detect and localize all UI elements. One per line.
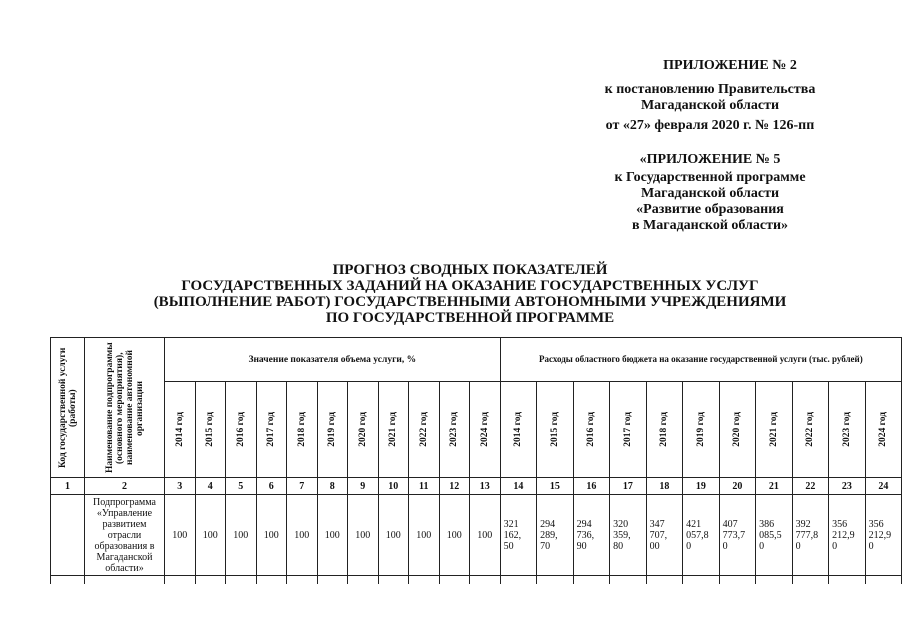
column-number: 13: [470, 478, 501, 495]
expense-value: 294 289, 70: [537, 495, 574, 576]
appendix-line-3: от «27» февраля 2020 г. № 126-пп: [605, 118, 815, 133]
header-expenses-year: 2019 год: [683, 382, 720, 478]
column-number: 2: [85, 478, 165, 495]
expense-value: 421 057,8 0: [683, 495, 720, 576]
program-appendix-line-3: «Развитие образования: [636, 202, 784, 217]
header-volume-year: 2015 год: [195, 382, 226, 478]
volume-value: 100: [195, 495, 226, 576]
column-number: 24: [865, 478, 902, 495]
column-number: 16: [573, 478, 610, 495]
header-volume-year: 2019 год: [317, 382, 348, 478]
header-volume-year: 2017 год: [256, 382, 287, 478]
column-number: 4: [195, 478, 226, 495]
document-title-line-1: ПРОГНОЗ СВОДНЫХ ПОКАЗАТЕЛЕЙ: [332, 262, 608, 278]
document-title-line-4: ПО ГОСУДАРСТВЕННОЙ ПРОГРАММЕ: [325, 310, 615, 326]
expense-value: 320 359, 80: [610, 495, 647, 576]
volume-value: 100: [348, 495, 379, 576]
header-volume-year: 2016 год: [226, 382, 257, 478]
header-volume-year: 2014 год: [165, 382, 196, 478]
header-volume-year: 2020 год: [348, 382, 379, 478]
column-number: 3: [165, 478, 196, 495]
column-number: 23: [829, 478, 866, 495]
column-number: 5: [226, 478, 257, 495]
header-code: Код государственной услуги (работы): [51, 338, 85, 478]
column-number: 19: [683, 478, 720, 495]
column-number: 1: [51, 478, 85, 495]
header-volume-year: 2021 год: [378, 382, 409, 478]
header-expenses-year: 2017 год: [610, 382, 647, 478]
expense-value: 294 736, 90: [573, 495, 610, 576]
volume-value: 100: [256, 495, 287, 576]
table-tail: [51, 576, 902, 585]
row-name: Подпрограмма «Управление развитием отрасли образования в Магаданской области»: [85, 495, 165, 576]
volume-value: 100: [439, 495, 470, 576]
column-number: 17: [610, 478, 647, 495]
header-volume-group: Значение показателя объема услуги, %: [165, 338, 501, 382]
column-numbering-row: [51, 478, 902, 495]
expense-value: 392 777,8 0: [792, 495, 829, 576]
column-number: 21: [756, 478, 793, 495]
column-number: 14: [500, 478, 537, 495]
header-expenses-year: 2016 год: [573, 382, 610, 478]
header-expenses-group: Расходы областного бюджета на оказание государственной услуги (тыс. рублей): [500, 338, 902, 382]
volume-value: 100: [470, 495, 501, 576]
column-number: 22: [792, 478, 829, 495]
volume-value: 100: [378, 495, 409, 576]
appendix-line-1: к постановлению Правительства: [604, 82, 816, 97]
volume-value: 100: [409, 495, 440, 576]
program-appendix-line-4: в Магаданской области»: [631, 218, 789, 233]
column-number: 20: [719, 478, 756, 495]
header-expenses-year: 2021 год: [756, 382, 793, 478]
volume-value: 100: [317, 495, 348, 576]
header-expenses-year: 2024 год: [865, 382, 902, 478]
column-number: 9: [348, 478, 379, 495]
header-expenses-year: 2014 год: [500, 382, 537, 478]
row-code: [51, 495, 85, 576]
column-number: 12: [439, 478, 470, 495]
column-number: 6: [256, 478, 287, 495]
volume-value: 100: [287, 495, 318, 576]
expense-value: 321 162, 50: [500, 495, 537, 576]
header-expenses-year: 2022 год: [792, 382, 829, 478]
expense-value: 407 773,7 0: [719, 495, 756, 576]
forecast-table: [50, 337, 902, 584]
header-expenses-year: 2023 год: [829, 382, 866, 478]
header-name: Наименование подпрограммы (основного мероприятия), наименование автономной организации: [85, 338, 165, 478]
column-number: 15: [537, 478, 574, 495]
header-volume-year: 2022 год: [409, 382, 440, 478]
column-number: 8: [317, 478, 348, 495]
program-appendix-line-1: к Государственной программе: [614, 170, 806, 185]
expense-value: 386 085,5 0: [756, 495, 793, 576]
header-row-years: [51, 382, 902, 478]
header-volume-year: 2018 год: [287, 382, 318, 478]
expense-value: 356 212,9 0: [865, 495, 902, 576]
document-title-line-3: (ВЫПОЛНЕНИЕ РАБОТ) ГОСУДАРСТВЕННЫМИ АВТОНОМНЫМИ УЧРЕЖДЕНИЯМИ: [153, 294, 787, 310]
header-row-groups: [51, 338, 902, 382]
volume-value: 100: [226, 495, 257, 576]
column-number: 10: [378, 478, 409, 495]
header-volume-year: 2023 год: [439, 382, 470, 478]
header-expenses-year: 2018 год: [646, 382, 683, 478]
appendix-title: ПРИЛОЖЕНИЕ № 2: [663, 58, 797, 73]
header-expenses-year: 2015 год: [537, 382, 574, 478]
column-number: 7: [287, 478, 318, 495]
document-title-line-2: ГОСУДАРСТВЕННЫХ ЗАДАНИЙ НА ОКАЗАНИЕ ГОСУДАРСТВЕННЫХ УСЛУГ: [181, 278, 759, 294]
expense-value: 347 707, 00: [646, 495, 683, 576]
header-volume-year: 2024 год: [470, 382, 501, 478]
volume-value: 100: [165, 495, 196, 576]
program-appendix-line-2: Магаданской области: [640, 186, 780, 201]
column-number: 18: [646, 478, 683, 495]
table-row: [51, 495, 902, 576]
appendix-line-2: Магаданской области: [640, 98, 780, 113]
column-number: 11: [409, 478, 440, 495]
expense-value: 356 212,9 0: [829, 495, 866, 576]
program-appendix-title: «ПРИЛОЖЕНИЕ № 5: [639, 152, 781, 167]
header-expenses-year: 2020 год: [719, 382, 756, 478]
